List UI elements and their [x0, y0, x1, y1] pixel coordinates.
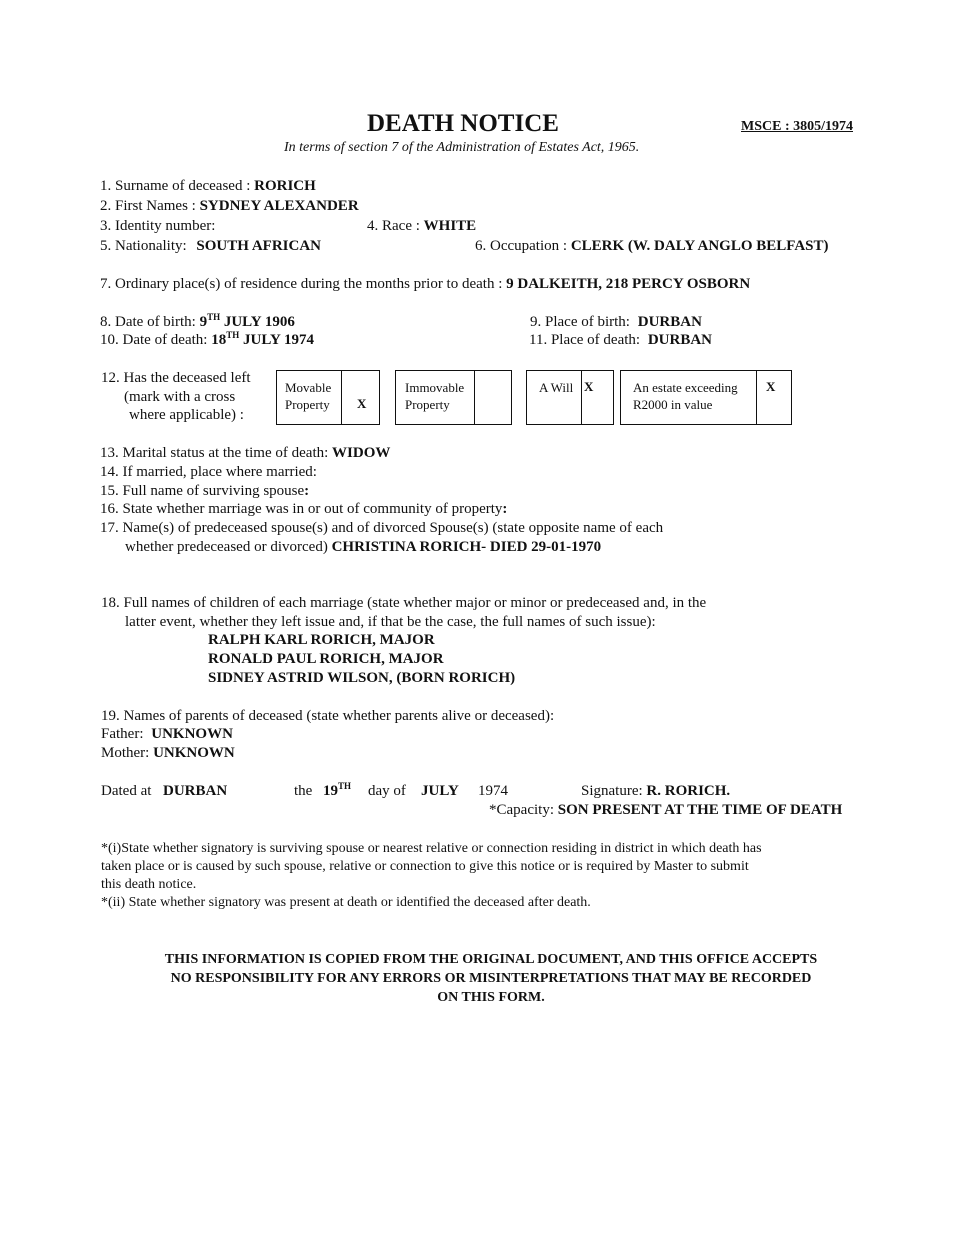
place-of-birth-label: 9. Place of birth: — [530, 314, 630, 330]
father-value: UNKNOWN — [151, 726, 233, 742]
residence-label: 7. Ordinary place(s) of residence during the months prior to death : — [100, 276, 503, 292]
date-of-birth-label: 8. Date of birth: — [100, 314, 196, 330]
page-subtitle: In terms of section 7 of the Administration of Estates Act, 1965. — [284, 140, 640, 155]
movable-property-box — [276, 370, 380, 425]
signature-field — [581, 782, 730, 800]
immovable-property-box — [395, 370, 512, 425]
note-1-line1: *(i)State whether signatory is surviving spouse or nearest relative or connection residing in district in which death has — [101, 841, 762, 856]
date-of-death-month-year: JULY 1974 — [242, 332, 314, 348]
occupation-value: CLERK (W. DALY ANGLO BELFAST) — [570, 238, 829, 254]
child-name: RONALD PAUL RORICH, MAJOR — [208, 651, 444, 667]
date-of-birth-field — [100, 313, 295, 331]
date-of-birth-day-suffix: TH — [207, 312, 221, 322]
signoff-year: 1974 — [478, 783, 508, 799]
community-property-field — [100, 500, 507, 518]
estate-label-line1: 12. Has the deceased left — [101, 370, 251, 386]
estate-label-line2: (mark with a cross — [124, 389, 236, 405]
residence-value: 9 DALKEITH, 218 PERCY OSBORN — [506, 276, 751, 292]
signoff-day-suffix: TH — [338, 781, 352, 791]
race-field — [367, 217, 476, 235]
first-names-label: 2. First Names : — [100, 198, 196, 214]
will-label: A Will — [539, 380, 574, 395]
signoff-month: JULY — [421, 783, 459, 799]
place-of-birth-value: DURBAN — [637, 314, 702, 330]
place-of-death-value: DURBAN — [647, 332, 712, 348]
nationality-field — [100, 237, 321, 255]
nationality-value: SOUTH AFRICAN — [196, 238, 322, 254]
immovable-property-line2: Property — [405, 397, 450, 412]
will-box — [526, 370, 614, 425]
note-1-line3: this death notice. — [101, 877, 197, 892]
date-of-death-value — [211, 332, 314, 348]
capacity-label: *Capacity: — [489, 802, 554, 818]
estate-exceeding-mark: X — [766, 379, 776, 394]
place-of-death-label: 11. Place of death: — [529, 332, 641, 348]
disclaimer-line2: NO RESPONSIBILITY FOR ANY ERRORS OR MISINTERPRETATIONS THAT MAY BE RECORDED — [170, 971, 812, 986]
date-of-birth-value — [200, 314, 295, 330]
estate-exceeding-line1: An estate exceeding — [633, 380, 738, 395]
surviving-spouse-colon: : — [304, 483, 310, 499]
will-divider — [581, 371, 582, 424]
first-names-value: SYDNEY ALEXANDER — [199, 198, 359, 214]
the-label: the — [294, 783, 313, 799]
day-of-label: day of — [368, 783, 406, 799]
surname-value: RORICH — [254, 178, 316, 194]
race-value: WHITE — [423, 218, 477, 234]
dated-place: DURBAN — [163, 783, 228, 799]
children-label-line1: 18. Full names of children of each marriage (state whether major or minor or predeceased and, in the — [101, 595, 707, 611]
movable-property-line1: Movable — [285, 380, 332, 395]
surviving-spouse-label: 15. Full name of surviving spouse — [100, 483, 305, 499]
child-name: SIDNEY ASTRID WILSON, (BORN RORICH) — [208, 670, 516, 686]
capacity-field — [489, 801, 842, 819]
occupation-field — [475, 237, 829, 255]
note-1-line2: taken place or is caused by such spouse, relative or connection to give this notice or is required by Master to submit — [101, 859, 749, 874]
predeceased-spouse-field — [125, 538, 601, 556]
mother-field — [101, 744, 235, 762]
residence-field — [100, 275, 750, 293]
capacity-value: SON PRESENT AT THE TIME OF DEATH — [557, 802, 843, 818]
reference-number: MSCE : 3805/1974 — [741, 119, 853, 134]
place-of-birth-field — [530, 313, 702, 331]
estate-exceeding-box — [620, 370, 792, 425]
date-of-death-field — [100, 331, 314, 349]
surname-field — [100, 177, 316, 195]
marital-status-label: 13. Marital status at the time of death: — [100, 445, 329, 461]
signoff-day — [323, 782, 351, 800]
community-property-colon: : — [502, 501, 508, 517]
parents-label: 19. Names of parents of deceased (state whether parents alive or deceased): — [101, 708, 555, 724]
movable-property-line2: Property — [285, 397, 330, 412]
identity-number-label: 3. Identity number: — [100, 218, 216, 234]
children-label-line2: latter event, whether they left issue and, if that be the case, the full names of such issue): — [125, 614, 656, 630]
will-mark: X — [584, 379, 594, 394]
movable-property-mark: X — [357, 396, 367, 411]
father-label: Father: — [101, 726, 144, 742]
surviving-spouse-field — [100, 482, 309, 500]
note-2: *(ii) State whether signatory was present at death or identified the deceased after death. — [101, 895, 591, 910]
community-property-label: 16. State whether marriage was in or out of community of property — [100, 501, 503, 517]
date-of-birth-day: 9 — [199, 314, 208, 330]
predeceased-spouse-value: CHRISTINA RORICH- DIED 29-01-1970 — [331, 539, 602, 555]
place-of-death-field — [529, 331, 712, 349]
date-of-death-label: 10. Date of death: — [100, 332, 208, 348]
occupation-label: 6. Occupation : — [475, 238, 568, 254]
disclaimer-line1: THIS INFORMATION IS COPIED FROM THE ORIGINAL DOCUMENT, AND THIS OFFICE ACCEPTS — [164, 952, 818, 967]
marital-status-field — [100, 444, 390, 462]
surname-label: 1. Surname of deceased : — [100, 178, 251, 194]
first-names-field — [100, 197, 359, 215]
estate-exceeding-line2: R2000 in value — [633, 397, 713, 412]
movable-property-divider — [341, 371, 342, 424]
date-of-death-day: 18 — [211, 332, 227, 348]
dated-label: Dated at — [101, 783, 152, 799]
estate-exceeding-divider — [756, 371, 757, 424]
father-field — [101, 725, 233, 743]
disclaimer-line3: ON THIS FORM. — [437, 990, 545, 1005]
marital-status-value: WIDOW — [332, 445, 391, 461]
mother-value: UNKNOWN — [153, 745, 235, 761]
predeceased-spouse-line2: whether predeceased or divorced) — [125, 539, 328, 555]
date-of-death-day-suffix: TH — [226, 330, 240, 340]
nationality-label: 5. Nationality: — [100, 238, 187, 254]
predeceased-spouse-line1: 17. Name(s) of predeceased spouse(s) and of divorced Spouse(s) (state opposite name of each — [100, 520, 664, 536]
page-title: DEATH NOTICE — [367, 110, 559, 137]
signoff-day-number: 19 — [323, 783, 338, 799]
date-of-birth-month-year: JULY 1906 — [223, 314, 295, 330]
estate-label-line3: where applicable) : — [129, 407, 244, 423]
child-name: RALPH KARL RORICH, MAJOR — [208, 632, 435, 648]
mother-label: Mother: — [101, 745, 150, 761]
immovable-property-divider — [474, 371, 475, 424]
place-married-label: 14. If married, place where married: — [100, 464, 317, 480]
race-label: 4. Race : — [367, 218, 420, 234]
signature-value: R. RORICH. — [646, 783, 731, 799]
signature-label: Signature: — [581, 783, 643, 799]
immovable-property-line1: Immovable — [405, 380, 465, 395]
